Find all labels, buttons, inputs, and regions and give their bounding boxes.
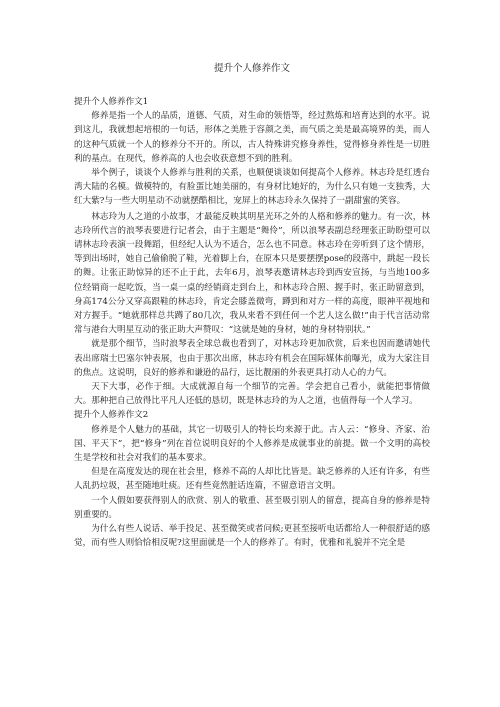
paragraph: 修养是指一个人的品质，道德、气质，对生命的领悟等，经过熬炼和培育达到的水平。说到这儿，我就想起培根的一句话，形体之美胜于容颜之美，而气质之美是最高境界的美，而人的这种气质就一个人的修养分不开的。所以，古人特殊讲究修身养性，觉得修身养性是一切胜利的基点。在现代，修养高的人也会收获意想不到的胜利。 bbox=[74, 111, 430, 164]
paragraph: 一个人假如要获得别人的欣赏、别人的敬重、甚至吸引别人的留意，提高自身的修养是特别重要的。 bbox=[74, 495, 430, 520]
paragraph: 举个例子，谈谈个人修养与胜利的关系，也顺便谈谈如何提高个人修养。林志玲是红透台湾大陆的名模。做模特的，有脸蛋比她美丽的，有身材比她好的，为什么只有她一支独秀，大红大紫?与一些大明星动不动就摆酷相比，宠屏上的林志玲永久保持了一副甜蜜的笑容。 bbox=[74, 168, 430, 207]
section-1 bbox=[74, 95, 430, 408]
document-page bbox=[74, 62, 430, 551]
paragraph: 就是那个细节，当时浪琴表全球总裁也看到了，对林志玲更加欣赏，后来也因而邀请她代表出席瑞士巴塞尔钟表展，也由于那次出席，林志玲有机会在国际媒体前曝光，成为大家注目的焦点。这说明，良好的修养和谦逊的品行，远比靓丽的外表更具打动人心的力气。 bbox=[74, 339, 430, 378]
section-heading: 提升个人修养作文1 bbox=[74, 97, 149, 107]
section-2 bbox=[74, 408, 430, 550]
paragraph: 修养是个人魅力的基础，其它一切吸引人的特长均来源于此。古人云：“修身、齐家、治国、平天下”，把“修身”列在首位说明良好的个人修养是成就事业的前提。做一个文明的高校生是学校和社会对我们的基本要求。 bbox=[74, 424, 430, 464]
paragraph: 林志玲为人之道的小故事，才最能反映其明星光环之外的人格和修养的魅力。有一次，林志玲所代言的浪琴表要进行记者会，由于主题是“舞伶”，所以浪琴表副总经理张正助盼望可以请林志玲表演一段舞蹈，但经纪人认为不适合，怎么也不同意。林志玲在旁听到了这个情形，等到出场时，她自己偷偷脱了鞋，光着脚上台，在原本只是要摆摆pose的段落中，跳起一段长的舞。让张正助惊异的还不止于此，去年6月，浪琴表邀请林志玲到西安宣扬，与当地100多位经销商一起吃饭，当一桌一桌的经销商走到台上，和林志玲合照、握手时，张正助留意到，身高174公分又穿高跟鞋的林志玲，肯定会膝盖微弯，蹲到和对方一样的高度，眼神平视地和对方握手。“她就那样总共蹲了80几次，我从来看不到任何一个艺人这么做!”由于代言活动常常与港台大明星互动的张正助大声赞叹：“这就是她的身材，她的身材特别状。” bbox=[74, 211, 430, 336]
paragraph: 但是在高度发达的现在社会里，修养不高的人却比比皆是。缺乏修养的人还有许多，有些人乱扔垃圾，甚至随地吐痰。还有些竟然脏话连篇，不留意语言文明。 bbox=[74, 467, 430, 492]
document-title: 提升个人修养作文 bbox=[213, 63, 290, 74]
paragraph: 天下大事，必作于细。大成就源自每一个细节的完善。学会把自己看小，就能把事情做大。那种把自己放得比平凡人还低的恳切，既是林志玲的为人之道，也值得每一个人学习。 bbox=[74, 382, 430, 407]
paragraph: 为什么有些人说话、举手投足、甚至微笑或者问候;更甚至接听电话都给人一种很舒适的感觉，而有些人则恰恰相反呢?这里面就是一个人的修养了。有时，优雅和礼貌并不完全是 bbox=[74, 524, 430, 549]
section-heading: 提升个人修养作文2 bbox=[74, 410, 149, 421]
